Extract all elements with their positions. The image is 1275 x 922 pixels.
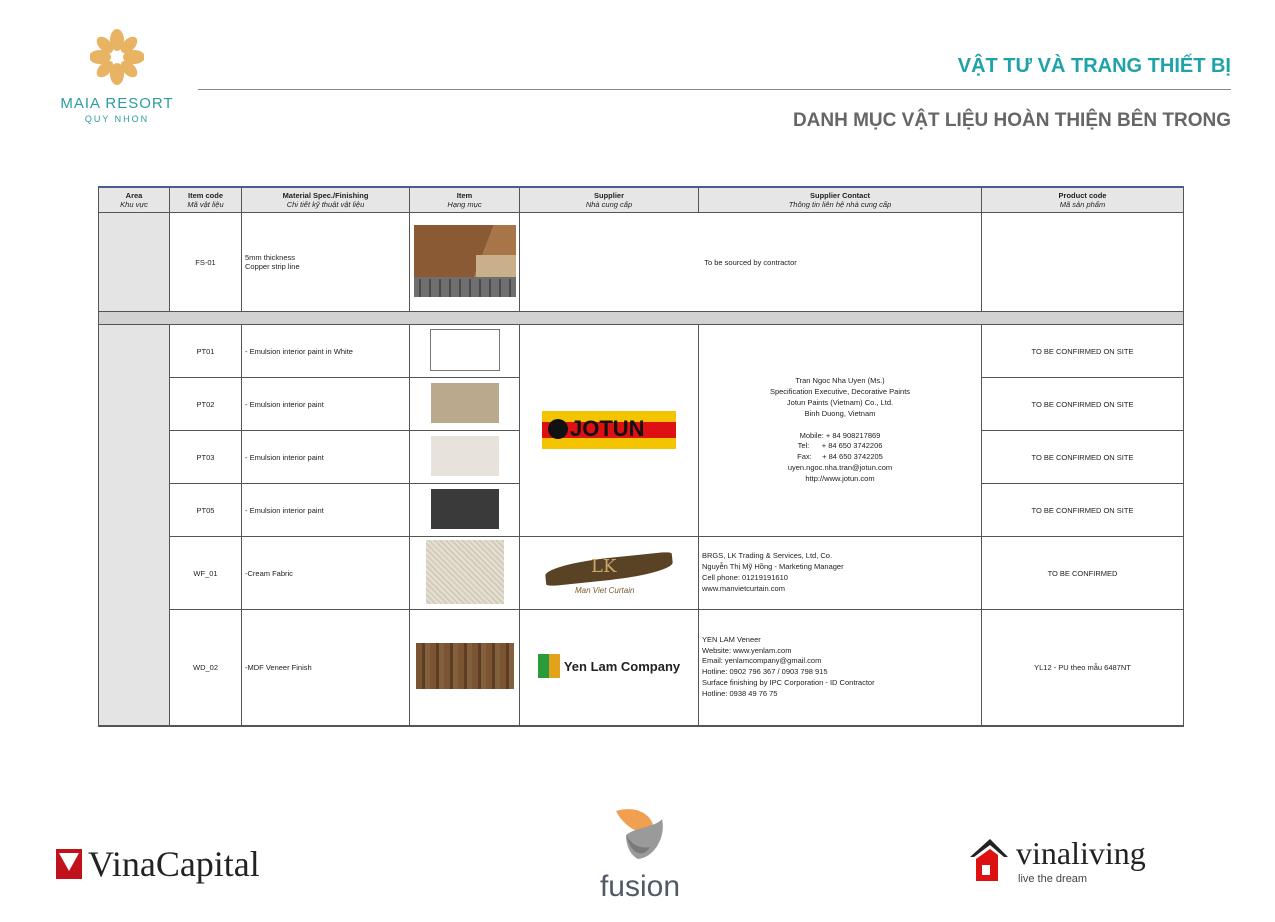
col-header-area: Area Khu vực [99,187,170,213]
col-header-supplier-contact: Supplier Contact Thông tin liên hệ nhà cung cấp [699,187,982,213]
table-row [99,213,1184,312]
item-code: WD_02 [170,610,242,726]
product-code: TO BE CONFIRMED [982,537,1184,610]
material-spec: - Emulsion interior paint [242,431,410,484]
vinacapital-mark-icon [56,849,82,879]
flower-logo-icon [90,28,144,86]
vinaliving-logo [968,835,1146,890]
item-code: PT05 [170,484,242,537]
item-code: PT01 [170,325,242,378]
page-title: VẬT TƯ VÀ TRANG THIẾT BỊ [957,55,1231,77]
item-swatch [410,484,520,537]
material-spec: 5mm thickness Copper strip line [242,213,410,312]
product-code: TO BE CONFIRMED ON SITE [982,325,1184,378]
product-code: YL12 - PU theo mẫu 6487NT [982,610,1184,726]
header-divider [198,89,1231,90]
floor-strip-image [414,225,516,297]
material-spec: - Emulsion interior paint [242,484,410,537]
product-code: TO BE CONFIRMED ON SITE [982,484,1184,537]
material-spec: - Emulsion interior paint in White [242,325,410,378]
fabric-swatch-image [426,540,504,604]
vinaliving-name: vinaliving [1016,835,1146,871]
table-row [99,325,1184,378]
item-code: FS-01 [170,213,242,312]
vinaliving-tagline: live the dream [1018,873,1088,885]
item-image [410,213,520,312]
item-swatch [410,378,520,431]
lk-curtain-logo: LK Man Viet Curtain [539,544,679,600]
vinacapital-logo [56,843,260,885]
table-row [99,537,1184,610]
material-spec: -MDF Veneer Finish [242,610,410,726]
col-header-product-code: Product code Mã sản phẩm [982,187,1184,213]
paint-swatch-pt02 [431,383,499,423]
item-code: WF_01 [170,537,242,610]
yen-lam-logo: Yen Lam Company [538,654,680,678]
col-header-item: Item Hạng mục [410,187,520,213]
item-swatch [410,325,520,378]
product-code [982,213,1184,312]
brand-name: MAIA RESORT [60,95,174,112]
veneer-swatch-image [416,643,514,689]
supplier-contact-lk: BRGS, LK Trading & Services, Ltd, Co. Nguyễn Thị Mỹ Hồng - Marketing Manager Cell phone: 01219191610 www.manvietcurtain.com [699,537,982,610]
supplier-contact-yen-lam: YEN LAM Veneer Website: www.yenlam.com Email: yenlamcompany@gmail.com Hotline: 0902 796 367 / 0903 798 915 Surface finishing by IPC Corporation - ID Contractor Hotline: 0938 49 76 75 [699,610,982,726]
materials-table [98,186,1184,727]
maia-resort-logo [52,28,182,124]
table-row [99,610,1184,726]
area-cell [99,213,170,312]
fusion-logo [590,805,690,904]
paint-swatch-pt01 [430,329,500,371]
product-code: TO BE CONFIRMED ON SITE [982,431,1184,484]
item-code: PT02 [170,378,242,431]
supplier-logo-cell [520,537,699,610]
supplier-logo-cell [520,610,699,726]
supplier-contact-jotun: Tran Ngoc Nha Uyen (Ms.) Specification Executive, Decorative Paints Jotun Paints (Vietnam) Co., Ltd. Binh Duong, Vietnam Mobile: + 84 908217869 Tel: + 84 650 3742206 Fax: + 84 650 3742205 uyen.ngoc.nha.tran@jotun.com http://www.jotun.com [699,325,982,537]
material-spec: - Emulsion interior paint [242,378,410,431]
supplier-note: To be sourced by contractor [520,213,982,312]
supplier-logo-cell [520,325,699,537]
item-image [410,537,520,610]
col-header-supplier: Supplier Nhà cung cấp [520,187,699,213]
col-header-material-spec: Material Spec./Finishing Chi tiết kỹ thuật vật liệu [242,187,410,213]
vinaliving-house-icon [968,835,1010,885]
item-code: PT03 [170,431,242,484]
table-header-row [99,187,1184,213]
item-image [410,610,520,726]
fusion-name: fusion [599,870,681,903]
section-separator [99,312,1184,325]
paint-swatch-pt03 [431,436,499,476]
item-swatch [410,431,520,484]
area-cell [99,325,170,726]
product-code: TO BE CONFIRMED ON SITE [982,378,1184,431]
vinacapital-name: VinaCapital [88,844,260,884]
jotun-logo: JOTUN [542,411,676,449]
brand-location: QUY NHON [84,114,150,124]
fusion-bird-icon [610,805,670,863]
col-header-item-code: Item code Mã vật liệu [170,187,242,213]
paint-swatch-pt05 [431,489,499,529]
material-spec: -Cream Fabric [242,537,410,610]
page-subtitle: DANH MỤC VẬT LIỆU HOÀN THIỆN BÊN TRONG [792,110,1231,131]
